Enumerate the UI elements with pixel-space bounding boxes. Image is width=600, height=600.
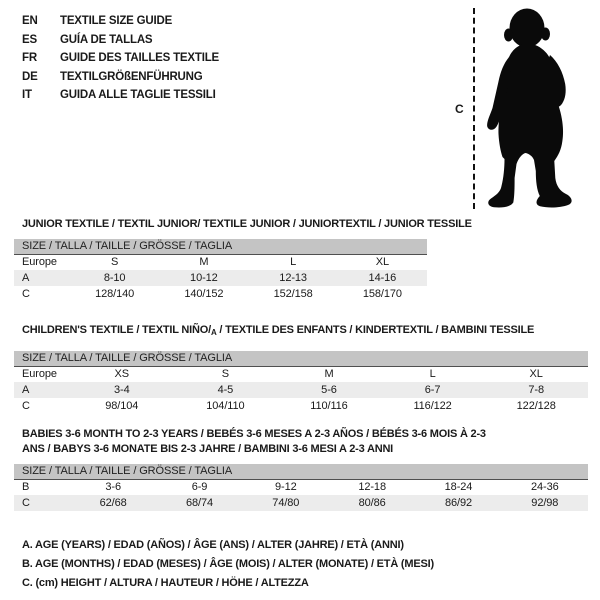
babies-size-table: [14, 464, 588, 511]
language-code: DE: [22, 70, 38, 83]
row-label-cell: C: [14, 495, 70, 511]
footnote-legend: [22, 536, 434, 593]
size-value-cell: 74/80: [243, 495, 329, 511]
size-value-cell: 152/158: [273, 288, 313, 300]
size-value-cell: 98/104: [105, 400, 139, 412]
size-value-cell: 12-13: [249, 270, 338, 286]
size-value-cell: 86/92: [415, 495, 501, 511]
language-title: GUIDA ALLE TAGLIE TESSILI: [60, 89, 216, 102]
size-value-cell: XS: [114, 368, 130, 381]
table-size-header: SIZE / TALLA / TAILLE / GRÖSSE / TAGLIA: [14, 464, 588, 479]
table-size-header: SIZE / TALLA / TAILLE / GRÖSSE / TAGLIA: [14, 351, 588, 366]
size-value-cell: 62/68: [70, 495, 156, 511]
height-measure-dashed-line: [473, 8, 475, 209]
size-value-cell: M: [199, 256, 209, 269]
size-value-cell: 158/170: [362, 288, 402, 300]
table-row-age: [14, 382, 588, 398]
size-value-cell: 68/74: [156, 495, 242, 511]
section-heading-junior: JUNIOR TEXTILE / TEXTIL JUNIOR/ TEXTILE JUNIOR / JUNIORTEXTIL / JUNIOR TESSILE: [22, 218, 472, 230]
size-value-cell: 9-12: [275, 481, 297, 494]
size-value-cell: L: [290, 256, 297, 269]
language-title: GUÍA DE TALLAS: [60, 33, 153, 46]
size-value-cell: 4-5: [174, 382, 278, 398]
row-label-cell: Europe: [22, 256, 57, 269]
size-value-cell: 6-7: [381, 382, 485, 398]
size-value-cell: 80/86: [329, 495, 415, 511]
size-value-cell: S: [111, 256, 119, 269]
junior-size-table: [14, 239, 427, 302]
row-label-cell: Europe: [22, 368, 57, 381]
size-value-cell: 10-12: [159, 270, 248, 286]
size-value-cell: M: [324, 368, 334, 381]
table-row-height: [14, 286, 427, 302]
table-size-header: SIZE / TALLA / TAILLE / GRÖSSE / TAGLIA: [14, 239, 427, 254]
size-value-cell: 3-4: [70, 382, 174, 398]
language-row-es: [22, 31, 219, 50]
size-value-cell: 3-6: [105, 481, 121, 494]
table-size-header-row: [14, 239, 427, 254]
footnote-c: C. (cm) HEIGHT / ALTURA / HAUTEUR / HÖHE / ALTEZZA: [22, 577, 309, 589]
language-code: FR: [22, 52, 37, 65]
language-title: GUIDE DES TAILLES TEXTILE: [60, 52, 219, 65]
language-code: EN: [22, 15, 38, 27]
size-value-cell: 6-9: [191, 481, 208, 494]
size-value-cell: 7-8: [484, 382, 588, 398]
baby-silhouette-icon: [480, 6, 586, 208]
language-title: TEXTILGRÖßENFÜHRUNG: [60, 70, 203, 83]
height-measure-label: C: [455, 102, 464, 116]
size-value-cell: 110/116: [310, 400, 348, 412]
row-label-cell: C: [22, 400, 30, 412]
row-label-cell: A: [14, 382, 70, 398]
size-value-cell: L: [429, 368, 436, 381]
size-value-cell: 12-18: [358, 481, 386, 494]
table-size-header-row: [14, 351, 588, 366]
size-value-cell: 92/98: [502, 495, 588, 511]
size-value-cell: 104/110: [206, 400, 245, 412]
size-value-cell: 122/128: [516, 400, 556, 412]
table-size-header-row: [14, 464, 588, 479]
table-row-age: [14, 270, 427, 286]
language-row-de: [22, 68, 219, 87]
size-value-cell: 14-16: [338, 270, 427, 286]
size-value-cell: 18-24: [444, 481, 473, 494]
size-value-cell: XL: [375, 256, 389, 269]
table-row-europe: [14, 254, 427, 270]
size-value-cell: 24-36: [531, 481, 559, 494]
footnote-a: A. AGE (YEARS) / EDAD (AÑOS) / ÂGE (ANS) / ALTER (JAHRE) / ETÀ (ANNI): [22, 539, 404, 551]
size-value-cell: 140/152: [184, 288, 224, 300]
size-value-cell: 116/122: [413, 400, 452, 412]
heading-subscript: A: [210, 328, 217, 337]
row-label-cell: A: [14, 270, 70, 286]
children-size-table: [14, 351, 588, 414]
heading-text: / TEXTILE DES ENFANTS / KINDERTEXTIL / BAMBINI TESSILE: [216, 324, 535, 336]
language-title: TEXTILE SIZE GUIDE: [60, 15, 173, 27]
language-code: ES: [22, 33, 37, 46]
table-row-age-months: [14, 479, 588, 495]
section-heading-babies: BABIES 3-6 MONTH TO 2-3 YEARS / BEBÉS 3-6 MESES A 2-3 AÑOS / BÉBÉS 3-6 MOIS À 2-3 ANS / BABYS 3-6 MONATE BIS 2-3 JAHRE / BAMBINI 3-6 MESI A 2-3 ANNI: [22, 428, 486, 455]
table-row-europe: [14, 366, 588, 382]
row-label-cell: B: [22, 481, 30, 494]
language-row-it: [22, 86, 219, 105]
size-value-cell: 5-6: [277, 382, 381, 398]
section-heading-children: [22, 323, 534, 341]
row-label-cell: C: [22, 288, 30, 300]
language-title-list: [22, 12, 219, 105]
language-row-fr: [22, 49, 219, 68]
language-row-en: [22, 12, 219, 31]
size-value-cell: 8-10: [70, 270, 159, 286]
size-value-cell: 128/140: [95, 288, 135, 300]
table-row-height: [14, 495, 588, 511]
heading-text: CHILDREN'S TEXTILE / TEXTIL NIÑO/: [22, 324, 211, 336]
size-value-cell: XL: [529, 368, 543, 381]
footnote-b: B. AGE (MONTHS) / EDAD (MESES) / ÂGE (MOIS) / ALTER (MONATE) / ETÀ (MESI): [22, 558, 434, 570]
size-value-cell: S: [221, 368, 230, 381]
table-row-height: [14, 398, 588, 414]
language-code: IT: [22, 89, 32, 102]
